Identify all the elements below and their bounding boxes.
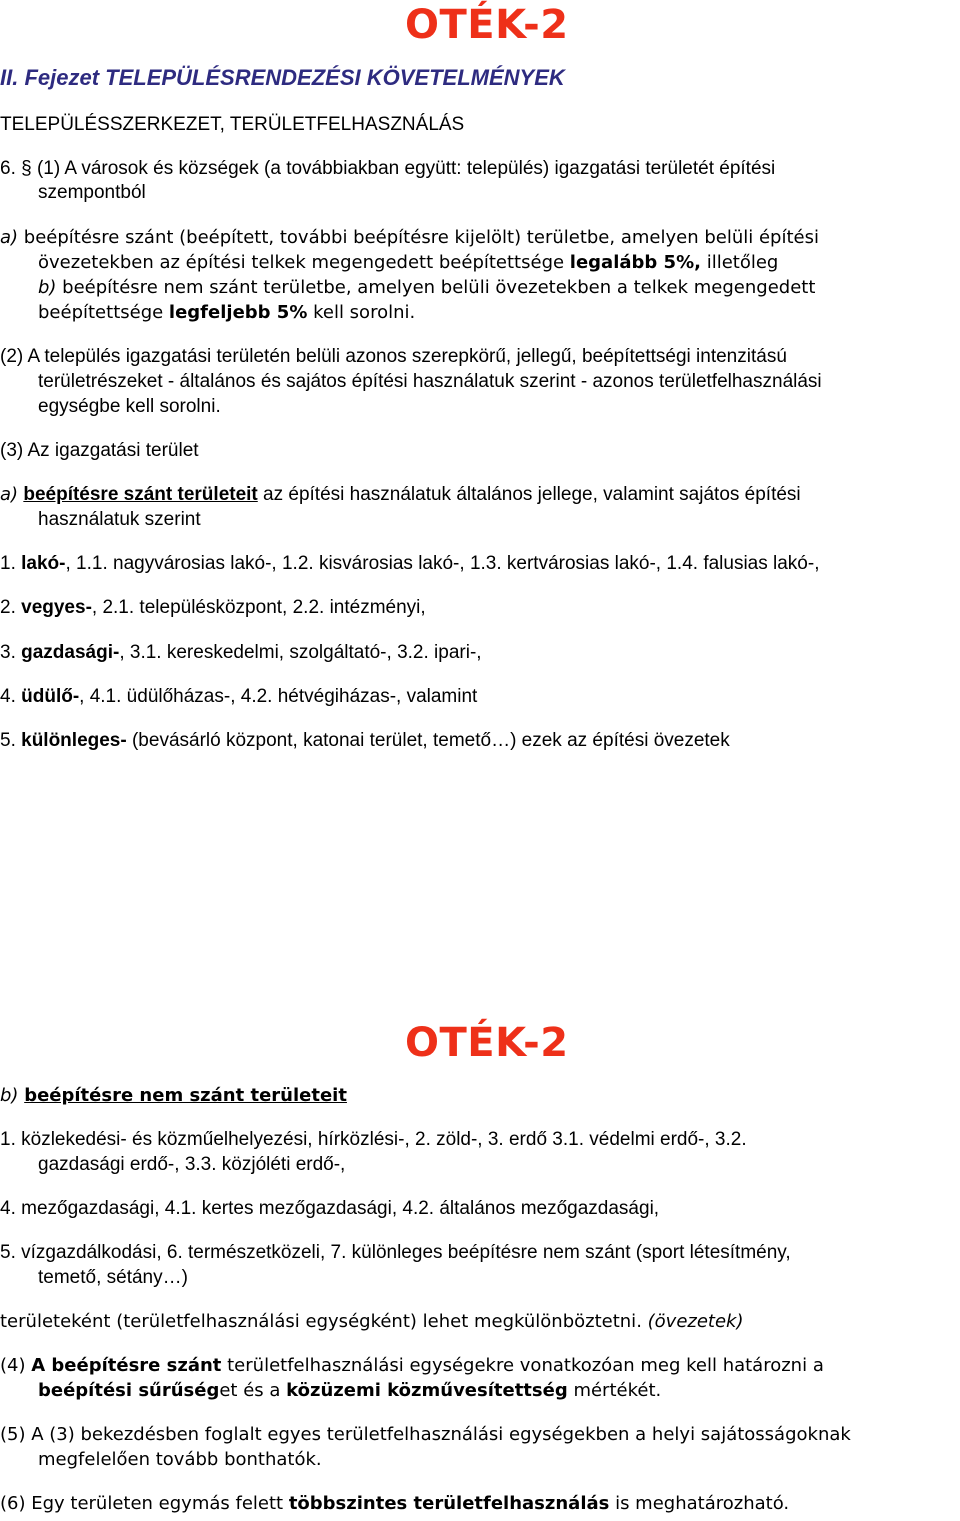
paragraph-1-line-1: 6. § (1) A városok és községek (a továbbiakban együtt: település) igazgatási területét építési xyxy=(0,158,776,179)
paragraph-2-line-2: területrészeket - általános és sajátos építési használatuk szerint - azonos területfelhasználási xyxy=(38,371,822,392)
paragraph-4-line-1: (4) A beépítésre szánt területfelhasználási egységekre vonatkozóan meg kell határozni a xyxy=(0,1355,824,1376)
paragraph-2-line-3: egységbe kell sorolni. xyxy=(38,396,221,417)
paragraph-b-line-2: beépítettsége legfeljebb 5% kell sorolni. xyxy=(38,302,416,323)
paragraph-3a-line-1: a) beépítésre szánt területeit az építési használatuk általános jellege, valamint sajátos építési xyxy=(0,484,801,505)
paragraph-3b-tail: területeként (területfelhasználási egységként) lehet megkülönböztetni. (övezetek) xyxy=(0,1311,744,1332)
chapter-heading: II. Fejezet TELEPÜLÉSRENDEZÉSI KÖVETELMÉNYEK xyxy=(0,65,565,90)
paragraph-6: (6) Egy területen egymás felett többszintes területfelhasználás is meghatározható. xyxy=(0,1493,790,1514)
section-heading: TELEPÜLÉSSZERKEZET, TERÜLETFELHASZNÁLÁS xyxy=(0,114,465,135)
paragraph-3a-line-2: használatuk szerint xyxy=(38,509,201,530)
list-b-item-4: 4. mezőgazdasági, 4.1. kertes mezőgazdasági, 4.2. általános mezőgazdasági, xyxy=(0,1198,660,1219)
paragraph-5-line-1: (5) A (3) bekezdésben foglalt egyes területfelhasználási egységekben a helyi sajátosságoknak xyxy=(0,1424,851,1445)
document-title-top: OTÉK-2 xyxy=(405,2,569,48)
list-b-item-1-line-2: gazdasági erdő-, 3.3. közjóléti erdő-, xyxy=(38,1154,346,1175)
document-title-bottom: OTÉK-2 xyxy=(405,1020,569,1066)
list-a-item-3: 3. gazdasági-, 3.1. kereskedelmi, szolgáltató-, 3.2. ipari-, xyxy=(0,642,482,663)
paragraph-a-line-1: a) beépítésre szánt (beépített, további beépítésre kijelölt) területbe, amelyen belüli építési xyxy=(0,227,819,248)
list-a-item-2: 2. vegyes-, 2.1. településközpont, 2.2. intézményi, xyxy=(0,597,426,618)
paragraph-3: (3) Az igazgatási terület xyxy=(0,440,199,461)
list-a-item-4: 4. üdülő-, 4.1. üdülőházas-, 4.2. hétvégiházas-, valamint xyxy=(0,686,478,707)
paragraph-2-line-1: (2) A település igazgatási területén belüli azonos szerepkörű, jellegű, beépítettségi intenzitású xyxy=(0,346,787,367)
paragraph-4-line-2: beépítési sűrűséget és a közüzemi közművesítettség mértékét. xyxy=(38,1380,662,1401)
paragraph-a-line-2: övezetekben az építési telkek megengedett beépítettsége legalább 5%, illetőleg xyxy=(38,252,779,273)
paragraph-1-line-2: szempontból xyxy=(38,182,146,203)
list-a-item-5: 5. különleges- (bevásárló központ, katonai terület, temető…) ezek az építési övezetek xyxy=(0,730,730,751)
list-b-item-5-line-2: temető, sétány…) xyxy=(38,1267,188,1288)
list-a-item-1: 1. lakó-, 1.1. nagyvárosias lakó-, 1.2. kisvárosias lakó-, 1.3. kertvárosias lakó-, 1.4. falusias lakó-, xyxy=(0,553,820,574)
paragraph-5-line-2: megfelelően tovább bonthatók. xyxy=(38,1449,322,1470)
list-b-item-1-line-1: 1. közlekedési- és közműelhelyezési, hírközlési-, 2. zöld-, 3. erdő 3.1. védelmi erdő-, 3.2. xyxy=(0,1129,747,1150)
list-b-item-5-line-1: 5. vízgazdálkodási, 6. természetközeli, 7. különleges beépítésre nem szánt (sport létesítmény, xyxy=(0,1242,791,1263)
paragraph-b-line-1: b) beépítésre nem szánt területbe, amelyen belüli övezetekben a telkek megengedett xyxy=(38,277,816,298)
paragraph-3b-heading: b) beépítésre nem szánt területeit xyxy=(0,1085,347,1106)
